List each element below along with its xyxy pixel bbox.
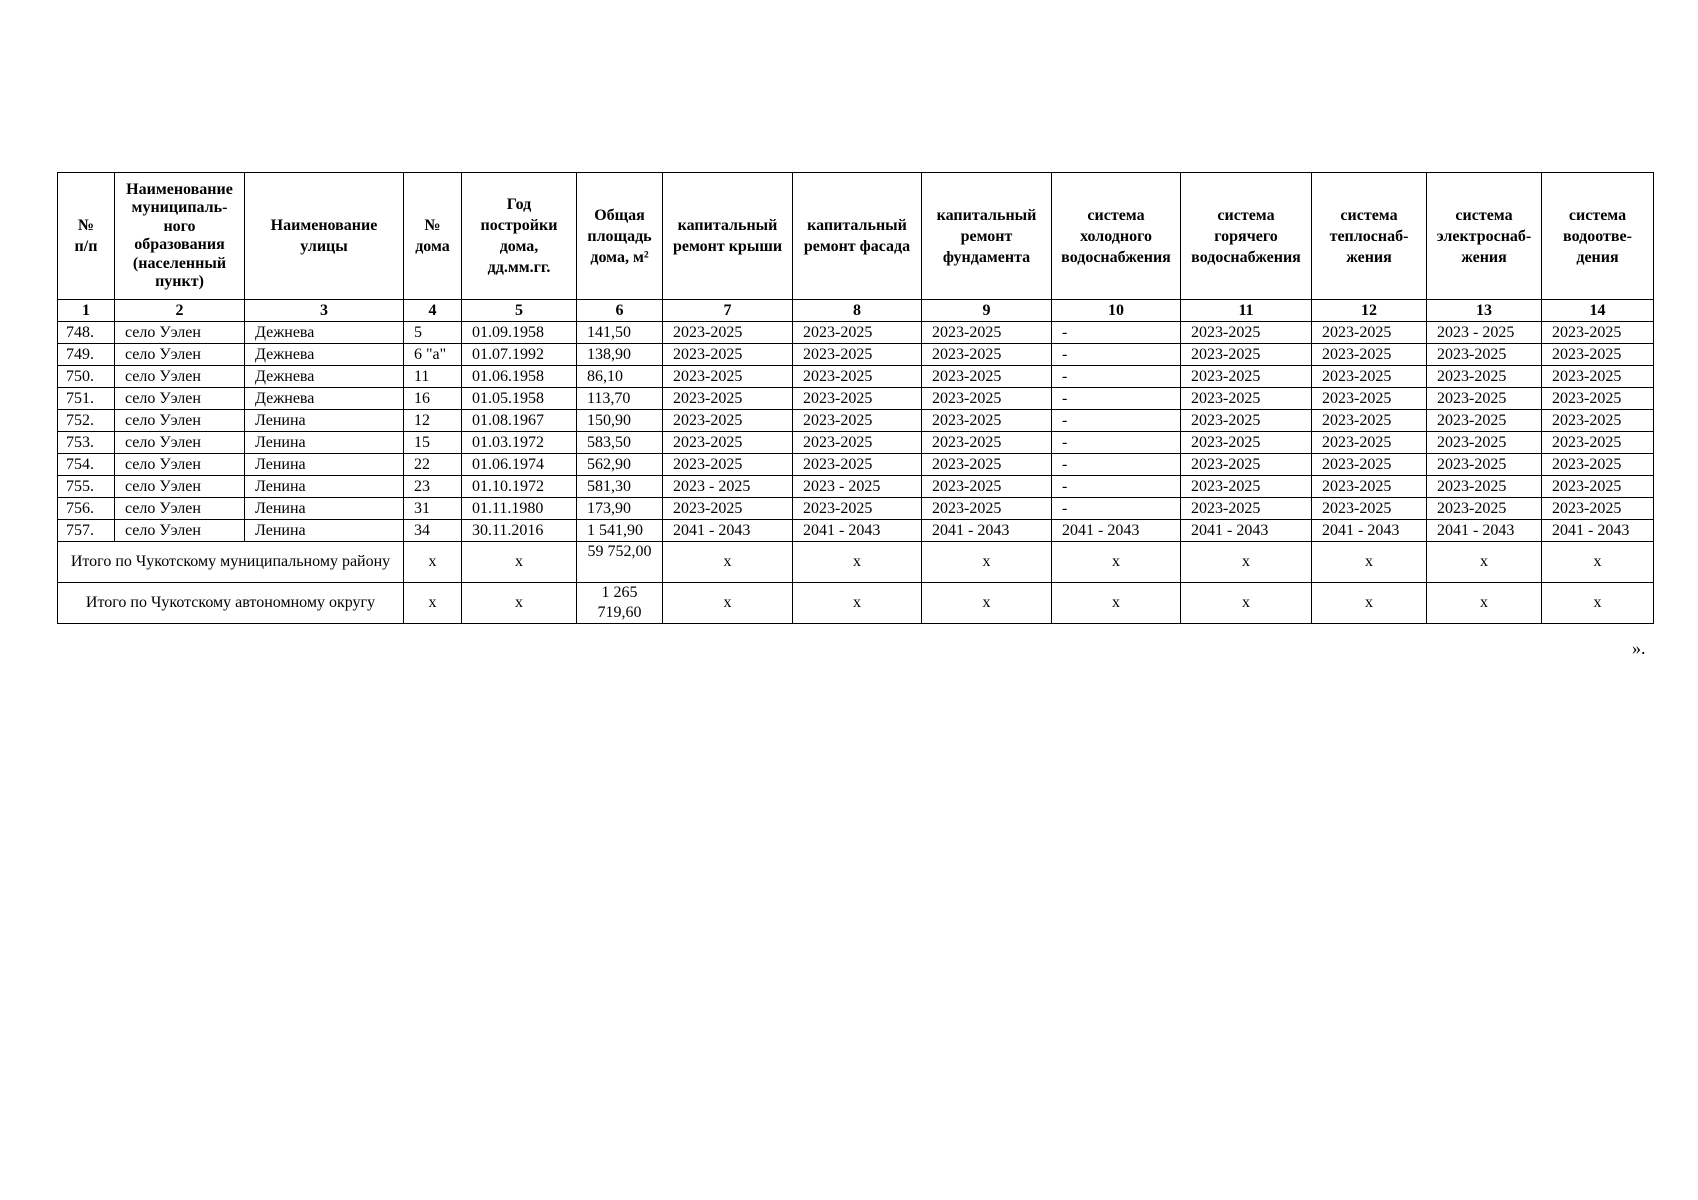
closing-quote-mark: ». bbox=[1632, 638, 1646, 658]
table-cell: 2023-2025 bbox=[1542, 498, 1654, 520]
table-cell: село Уэлен bbox=[115, 322, 245, 344]
table-cell: Ленина bbox=[245, 432, 404, 454]
table-cell: Дежнева bbox=[245, 366, 404, 388]
table-cell: - bbox=[1052, 476, 1181, 498]
total-area-cell: 1 265 719,60 bbox=[577, 583, 663, 624]
total-cell: х bbox=[1427, 542, 1542, 583]
table-cell: 2041 - 2043 bbox=[1181, 520, 1312, 542]
table-cell: 138,90 bbox=[577, 344, 663, 366]
table-cell: 173,90 bbox=[577, 498, 663, 520]
table-cell: 2023-2025 bbox=[922, 410, 1052, 432]
table-cell: - bbox=[1052, 410, 1181, 432]
table-cell: село Уэлен bbox=[115, 344, 245, 366]
table-cell: Ленина bbox=[245, 476, 404, 498]
table-cell: село Уэлен bbox=[115, 476, 245, 498]
table-body bbox=[58, 322, 1654, 624]
table-cell: 581,30 bbox=[577, 476, 663, 498]
column-number-9: 9 bbox=[922, 300, 1052, 322]
total-cell: х bbox=[462, 583, 577, 624]
column-number-5: 5 bbox=[462, 300, 577, 322]
table-cell: 01.10.1972 bbox=[462, 476, 577, 498]
column-number-row bbox=[58, 300, 1654, 322]
table-cell: 2023-2025 bbox=[1542, 432, 1654, 454]
column-number-2: 2 bbox=[115, 300, 245, 322]
column-number-10: 10 bbox=[1052, 300, 1181, 322]
table-cell: 562,90 bbox=[577, 454, 663, 476]
column-number-1: 1 bbox=[58, 300, 115, 322]
table-cell: 750. bbox=[58, 366, 115, 388]
table-cell: 01.11.1980 bbox=[462, 498, 577, 520]
table-cell: 2023-2025 bbox=[1312, 366, 1427, 388]
total-cell: х bbox=[922, 542, 1052, 583]
total-cell: х bbox=[1427, 583, 1542, 624]
table-cell: 2023-2025 bbox=[1181, 410, 1312, 432]
table-cell: 2023-2025 bbox=[1542, 476, 1654, 498]
table-cell: 756. bbox=[58, 498, 115, 520]
table-cell: 2023-2025 bbox=[1427, 498, 1542, 520]
table-cell: 6 "а" bbox=[404, 344, 462, 366]
total-cell: х bbox=[663, 542, 793, 583]
table-cell: 2023-2025 bbox=[1427, 344, 1542, 366]
total-cell: х bbox=[663, 583, 793, 624]
table-cell: 16 bbox=[404, 388, 462, 410]
table-cell: 2023-2025 bbox=[922, 432, 1052, 454]
table-cell: 2023-2025 bbox=[793, 366, 922, 388]
table-cell: Дежнева bbox=[245, 344, 404, 366]
table-cell: село Уэлен bbox=[115, 520, 245, 542]
table-cell: 2023-2025 bbox=[1181, 322, 1312, 344]
table-cell: 11 bbox=[404, 366, 462, 388]
table-cell: Ленина bbox=[245, 498, 404, 520]
table-cell: 2023-2025 bbox=[922, 498, 1052, 520]
table-row bbox=[58, 498, 1654, 520]
table-cell: 753. bbox=[58, 432, 115, 454]
column-number-14: 14 bbox=[1542, 300, 1654, 322]
table-cell: 2023-2025 bbox=[793, 388, 922, 410]
table-cell: 2023 - 2025 bbox=[793, 476, 922, 498]
table-cell: 2023-2025 bbox=[793, 322, 922, 344]
table-cell: 2023-2025 bbox=[1427, 476, 1542, 498]
table-cell: 2023-2025 bbox=[1181, 388, 1312, 410]
table-cell: 2023-2025 bbox=[1542, 366, 1654, 388]
table-cell: 12 bbox=[404, 410, 462, 432]
table-row bbox=[58, 432, 1654, 454]
table-cell: 2023-2025 bbox=[1427, 410, 1542, 432]
table-cell: 2023-2025 bbox=[922, 322, 1052, 344]
table-cell: - bbox=[1052, 388, 1181, 410]
table-cell: 01.09.1958 bbox=[462, 322, 577, 344]
column-header-6: Общая площадь дома, м² bbox=[577, 173, 663, 300]
table-cell: - bbox=[1052, 432, 1181, 454]
table-cell: 2023-2025 bbox=[1427, 454, 1542, 476]
column-header-8: капитальный ремонт фасада bbox=[793, 173, 922, 300]
table-cell: село Уэлен bbox=[115, 410, 245, 432]
table-cell: 1 541,90 bbox=[577, 520, 663, 542]
table-cell: село Уэлен bbox=[115, 366, 245, 388]
table-cell: 2023-2025 bbox=[1312, 388, 1427, 410]
column-header-2: Наименование муниципаль- ного образования (населенный пункт) bbox=[115, 173, 245, 300]
table-cell: 2023-2025 bbox=[663, 388, 793, 410]
table-cell: 2023-2025 bbox=[1427, 366, 1542, 388]
table-cell: - bbox=[1052, 366, 1181, 388]
table-cell: 22 bbox=[404, 454, 462, 476]
table-cell: 150,90 bbox=[577, 410, 663, 432]
table-cell: 2023-2025 bbox=[1542, 344, 1654, 366]
column-number-13: 13 bbox=[1427, 300, 1542, 322]
total-cell: х bbox=[1542, 583, 1654, 624]
column-header-1: № п/п bbox=[58, 173, 115, 300]
column-header-14: система водоотве- дения bbox=[1542, 173, 1654, 300]
table-cell: 2023-2025 bbox=[1181, 432, 1312, 454]
table-cell: 5 bbox=[404, 322, 462, 344]
table-cell: 2023-2025 bbox=[1181, 476, 1312, 498]
column-header-12: система теплоснаб- жения bbox=[1312, 173, 1427, 300]
table-cell: 23 bbox=[404, 476, 462, 498]
table-cell: 2023 - 2025 bbox=[1427, 322, 1542, 344]
table-cell: 01.05.1958 bbox=[462, 388, 577, 410]
table-cell: - bbox=[1052, 344, 1181, 366]
table-cell: 01.07.1992 bbox=[462, 344, 577, 366]
total-cell: х bbox=[404, 542, 462, 583]
table-cell: - bbox=[1052, 498, 1181, 520]
table-cell: 2023-2025 bbox=[1312, 432, 1427, 454]
table-cell: 2023-2025 bbox=[1542, 410, 1654, 432]
total-row bbox=[58, 542, 1654, 583]
table-cell: 2023-2025 bbox=[793, 410, 922, 432]
column-number-11: 11 bbox=[1181, 300, 1312, 322]
column-header-13: система электроснаб- жения bbox=[1427, 173, 1542, 300]
total-cell: х bbox=[1312, 542, 1427, 583]
total-cell: х bbox=[462, 542, 577, 583]
table-cell: 751. bbox=[58, 388, 115, 410]
table-cell: село Уэлен bbox=[115, 498, 245, 520]
table-cell: 86,10 bbox=[577, 366, 663, 388]
column-number-3: 3 bbox=[245, 300, 404, 322]
table-cell: 2023 - 2025 bbox=[663, 476, 793, 498]
table-cell: 2023-2025 bbox=[1542, 388, 1654, 410]
table-cell: 2023-2025 bbox=[663, 454, 793, 476]
table-cell: 2023-2025 bbox=[1181, 366, 1312, 388]
total-cell: х bbox=[1052, 583, 1181, 624]
table-cell: 34 bbox=[404, 520, 462, 542]
table-cell: 754. bbox=[58, 454, 115, 476]
table-cell: 2023-2025 bbox=[1312, 322, 1427, 344]
header-row bbox=[58, 173, 1654, 300]
table-cell: село Уэлен bbox=[115, 432, 245, 454]
table-cell: 2041 - 2043 bbox=[922, 520, 1052, 542]
total-cell: х bbox=[404, 583, 462, 624]
table-cell: 2023-2025 bbox=[663, 366, 793, 388]
capital-repair-table bbox=[57, 172, 1654, 624]
total-cell: х bbox=[1312, 583, 1427, 624]
total-cell: х bbox=[1181, 583, 1312, 624]
table-cell: село Уэлен bbox=[115, 388, 245, 410]
table-cell: 2023-2025 bbox=[922, 454, 1052, 476]
table-cell: 2023-2025 bbox=[793, 432, 922, 454]
table-cell: 2041 - 2043 bbox=[663, 520, 793, 542]
total-row bbox=[58, 583, 1654, 624]
table-cell: 2023-2025 bbox=[1181, 498, 1312, 520]
total-cell: х bbox=[793, 542, 922, 583]
table-cell: 01.03.1972 bbox=[462, 432, 577, 454]
table-row bbox=[58, 366, 1654, 388]
table-cell: - bbox=[1052, 454, 1181, 476]
table-cell: 113,70 bbox=[577, 388, 663, 410]
column-header-9: капитальный ремонт фундамента bbox=[922, 173, 1052, 300]
table-cell: 2041 - 2043 bbox=[793, 520, 922, 542]
table-row bbox=[58, 476, 1654, 498]
table-cell: 31 bbox=[404, 498, 462, 520]
total-area-cell: 59 752,00 bbox=[577, 542, 663, 583]
column-header-11: система горячего водоснабжения bbox=[1181, 173, 1312, 300]
table-cell: 30.11.2016 bbox=[462, 520, 577, 542]
table-cell: 755. bbox=[58, 476, 115, 498]
table-cell: 2023-2025 bbox=[1312, 498, 1427, 520]
table-cell: 01.08.1967 bbox=[462, 410, 577, 432]
table-row bbox=[58, 520, 1654, 542]
total-cell: х bbox=[793, 583, 922, 624]
table-cell: 2023-2025 bbox=[663, 322, 793, 344]
table-cell: 2023-2025 bbox=[1312, 476, 1427, 498]
table-cell: 141,50 bbox=[577, 322, 663, 344]
table-cell: 2041 - 2043 bbox=[1542, 520, 1654, 542]
table-cell: 2023-2025 bbox=[663, 498, 793, 520]
table-row bbox=[58, 410, 1654, 432]
table-cell: Дежнева bbox=[245, 388, 404, 410]
table-cell: 2023-2025 bbox=[922, 344, 1052, 366]
total-cell: х bbox=[1052, 542, 1181, 583]
table-row bbox=[58, 388, 1654, 410]
table-header bbox=[58, 173, 1654, 322]
table-row bbox=[58, 344, 1654, 366]
table-cell: 2023-2025 bbox=[663, 432, 793, 454]
table-cell: 2041 - 2043 bbox=[1052, 520, 1181, 542]
table-cell: 2023-2025 bbox=[793, 344, 922, 366]
total-label: Итого по Чукотскому автономному округу bbox=[58, 583, 404, 624]
table-cell: 2023-2025 bbox=[922, 388, 1052, 410]
table-row bbox=[58, 322, 1654, 344]
table-cell: 2023-2025 bbox=[1542, 454, 1654, 476]
column-header-7: капитальный ремонт крыши bbox=[663, 173, 793, 300]
table-cell: село Уэлен bbox=[115, 454, 245, 476]
table-cell: 749. bbox=[58, 344, 115, 366]
table-cell: 748. bbox=[58, 322, 115, 344]
table-cell: 2023-2025 bbox=[663, 344, 793, 366]
column-number-6: 6 bbox=[577, 300, 663, 322]
table-cell: 2023-2025 bbox=[663, 410, 793, 432]
table-cell: Ленина bbox=[245, 410, 404, 432]
column-header-4: № дома bbox=[404, 173, 462, 300]
column-number-8: 8 bbox=[793, 300, 922, 322]
table-cell: 2023-2025 bbox=[1181, 344, 1312, 366]
table-cell: Дежнева bbox=[245, 322, 404, 344]
table-cell: 2023-2025 bbox=[1427, 432, 1542, 454]
column-header-5: Год постройки дома, дд.мм.гг. bbox=[462, 173, 577, 300]
column-number-4: 4 bbox=[404, 300, 462, 322]
table-cell: 2023-2025 bbox=[1312, 344, 1427, 366]
table-cell: 01.06.1958 bbox=[462, 366, 577, 388]
table-cell: - bbox=[1052, 322, 1181, 344]
total-label: Итого по Чукотскому муниципальному району bbox=[58, 542, 404, 583]
column-number-7: 7 bbox=[663, 300, 793, 322]
table-cell: 2023-2025 bbox=[922, 366, 1052, 388]
total-cell: х bbox=[1542, 542, 1654, 583]
table-cell: 2023-2025 bbox=[1312, 454, 1427, 476]
column-header-10: система холодного водоснабжения bbox=[1052, 173, 1181, 300]
column-number-12: 12 bbox=[1312, 300, 1427, 322]
table-cell: Ленина bbox=[245, 520, 404, 542]
total-cell: х bbox=[922, 583, 1052, 624]
table-cell: 2023-2025 bbox=[1427, 388, 1542, 410]
table-row bbox=[58, 454, 1654, 476]
total-cell: х bbox=[1181, 542, 1312, 583]
table-cell: 2041 - 2043 bbox=[1427, 520, 1542, 542]
table-cell: 2023-2025 bbox=[793, 454, 922, 476]
table-cell: 2023-2025 bbox=[1542, 322, 1654, 344]
table-cell: 752. bbox=[58, 410, 115, 432]
table-cell: 2023-2025 bbox=[793, 498, 922, 520]
table-cell: 757. bbox=[58, 520, 115, 542]
table-cell: 583,50 bbox=[577, 432, 663, 454]
column-header-3: Наименование улицы bbox=[245, 173, 404, 300]
table-cell: 2023-2025 bbox=[1181, 454, 1312, 476]
table-cell: 2041 - 2043 bbox=[1312, 520, 1427, 542]
table-cell: 01.06.1974 bbox=[462, 454, 577, 476]
table-cell: 2023-2025 bbox=[922, 476, 1052, 498]
table-cell: 2023-2025 bbox=[1312, 410, 1427, 432]
table-cell: Ленина bbox=[245, 454, 404, 476]
table-cell: 15 bbox=[404, 432, 462, 454]
